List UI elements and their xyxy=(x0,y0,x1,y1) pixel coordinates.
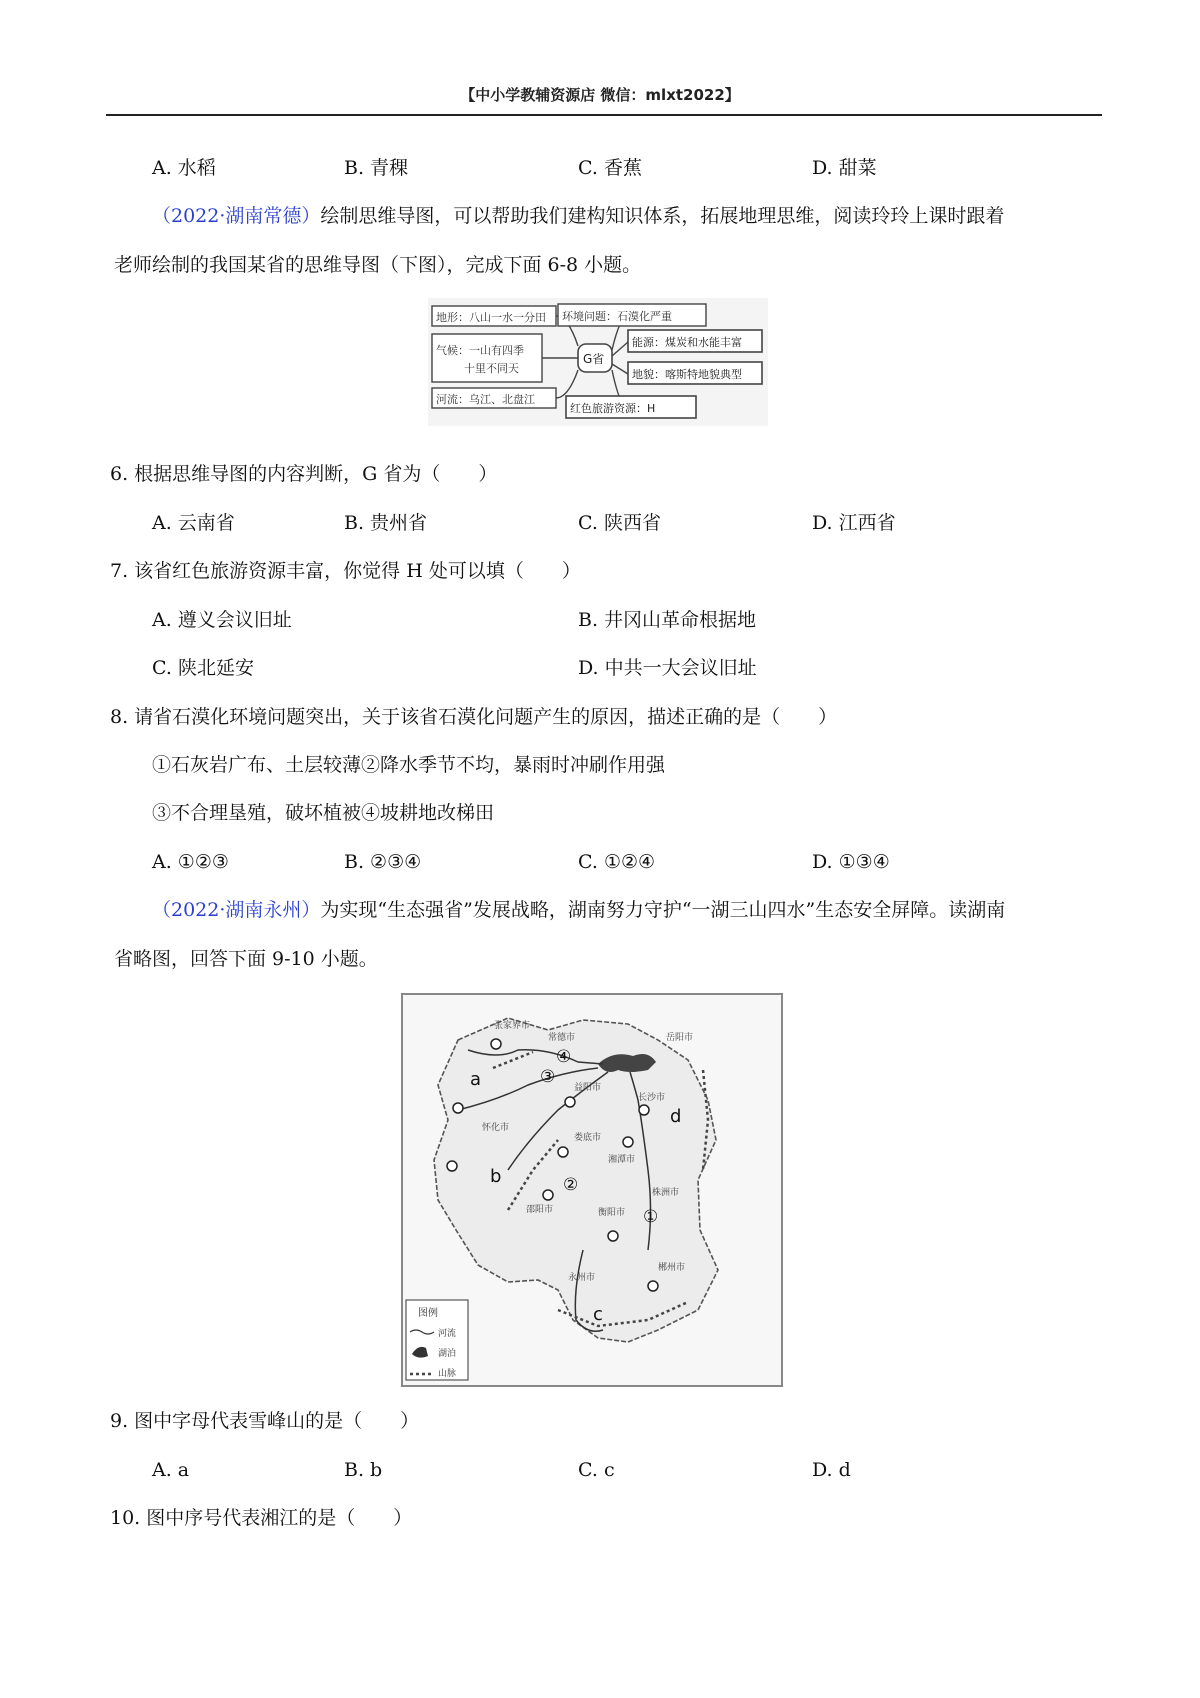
mindmap-landform: 地貌：喀斯特地貌典型 xyxy=(632,368,742,381)
q9-option-c: C. c xyxy=(578,1459,615,1481)
map-city-xiangtan: 湘潭市 xyxy=(608,1155,636,1165)
mindmap-env-issue: 环境问题：石漠化严重 xyxy=(562,310,672,323)
map-number-3: ③ xyxy=(540,1067,556,1087)
map-city-zhuzhou: 株洲市 xyxy=(652,1188,680,1198)
intro1-text: 绘制思维导图，可以帮助我们建构知识体系，拓展地理思维，阅读玲玲上课时跟着 xyxy=(320,205,1005,227)
intro2-source: （2022·湖南永州） xyxy=(152,899,321,921)
map-legend-river: 河流 xyxy=(438,1329,457,1339)
q6-option-a: A. 云南省 xyxy=(152,512,235,534)
map-city-shaoyang: 邵阳市 xyxy=(526,1205,554,1215)
map-legend-title: 图例 xyxy=(418,1308,438,1319)
q9-stem: 9. 图中字母代表雪峰山的是（ ） xyxy=(110,1410,420,1432)
map-letter-d: d xyxy=(670,1106,682,1127)
mindmap-climate-1: 气候：一山有四季 xyxy=(436,344,524,357)
page-header: 【中小学教辅资源店 微信：mlxt2022】 xyxy=(460,86,740,104)
q7-stem: 7. 该省红色旅游资源丰富，你觉得 H 处可以填（ ） xyxy=(110,560,581,582)
q8-statements-1: ①石灰岩广布、土层较薄②降水季节不均，暴雨时冲刷作用强 xyxy=(152,754,666,776)
map-city-huaihua: 怀化市 xyxy=(482,1123,510,1133)
q8-option-d: D. ①③④ xyxy=(812,851,890,873)
map-city-changde: 常德市 xyxy=(548,1033,576,1043)
mindmap-red-tourism: 红色旅游资源：H xyxy=(570,402,656,415)
map-city-zhangjiajie: 张家界市 xyxy=(494,1021,531,1031)
mindmap-terrain: 地形：八山一水一分田 xyxy=(436,311,546,324)
map-city-loudi: 娄底市 xyxy=(574,1133,602,1143)
map-legend-lake: 湖泊 xyxy=(438,1349,457,1359)
intro1-source: （2022·湖南常德） xyxy=(152,205,321,227)
mindmap-rivers: 河流：乌江、北盘江 xyxy=(436,393,535,406)
map-city-chenzhou: 郴州市 xyxy=(658,1263,686,1273)
map-city-yiyang: 益阳市 xyxy=(574,1083,602,1093)
map-number-2: ② xyxy=(563,1175,579,1195)
map-number-4: ④ xyxy=(556,1047,572,1067)
q8-statements-2: ③不合理垦殖，破坏植被④坡耕地改梯田 xyxy=(152,802,495,824)
q7-option-a: A. 遵义会议旧址 xyxy=(152,609,292,631)
q9-option-b: B. b xyxy=(344,1459,383,1481)
q8-option-c: C. ①②④ xyxy=(578,851,656,873)
q6-option-d: D. 江西省 xyxy=(812,512,896,534)
intro1-line1 xyxy=(152,203,1004,229)
hunan-map-figure xyxy=(398,990,788,1394)
q6-option-b: B. 贵州省 xyxy=(344,512,428,534)
q8-option-a: A. ①②③ xyxy=(152,851,229,873)
q6-stem: 6. 根据思维导图的内容判断，G 省为（ ） xyxy=(110,463,498,485)
mindmap-figure xyxy=(428,298,768,430)
q7-option-c: C. 陕北延安 xyxy=(152,657,254,679)
map-city-yueyang: 岳阳市 xyxy=(666,1033,694,1043)
q8-option-b: B. ②③④ xyxy=(344,851,422,873)
map-city-changsha: 长沙市 xyxy=(638,1093,666,1103)
map-city-yongzhou: 永州市 xyxy=(568,1273,596,1283)
map-letter-a: a xyxy=(470,1069,482,1090)
intro2-line1 xyxy=(152,897,1005,923)
q9-option-a: A. a xyxy=(152,1459,190,1481)
q9-option-d: D. d xyxy=(812,1459,851,1481)
map-city-hengyang: 衡阳市 xyxy=(598,1208,626,1218)
mindmap-climate-2: 十里不同天 xyxy=(464,362,519,375)
q6-option-c: C. 陕西省 xyxy=(578,512,661,534)
header-divider xyxy=(106,114,1102,116)
map-number-1: ① xyxy=(643,1207,659,1227)
q5-option-c: C. 香蕉 xyxy=(578,157,642,179)
q5-option-b: B. 青稞 xyxy=(344,157,409,179)
q10-stem: 10. 图中序号代表湘江的是（ ） xyxy=(110,1507,413,1529)
intro2-line2: 省略图，回答下面 9-10 小题。 xyxy=(114,948,378,970)
q7-option-d: D. 中共一大会议旧址 xyxy=(578,657,757,679)
intro1-line2: 老师绘制的我国某省的思维导图（下图），完成下面 6-8 小题。 xyxy=(114,254,642,276)
mindmap-center: G省 xyxy=(583,352,605,366)
map-letter-b: b xyxy=(490,1166,502,1187)
q7-option-b: B. 井冈山革命根据地 xyxy=(578,609,757,631)
q5-option-d: D. 甜菜 xyxy=(812,157,877,179)
mindmap-energy: 能源：煤炭和水能丰富 xyxy=(632,336,742,349)
map-legend-mountain: 山脉 xyxy=(438,1369,457,1379)
q5-option-a: A. 水稻 xyxy=(152,157,216,179)
intro2-text: 为实现“生态强省”发展战略，湖南努力守护“一湖三山四水”生态安全屏障。读湖南 xyxy=(320,899,1006,921)
q8-stem: 8. 请省石漠化环境问题突出，关于该省石漠化问题产生的原因，描述正确的是（ ） xyxy=(110,706,838,728)
map-letter-c: c xyxy=(593,1304,603,1325)
